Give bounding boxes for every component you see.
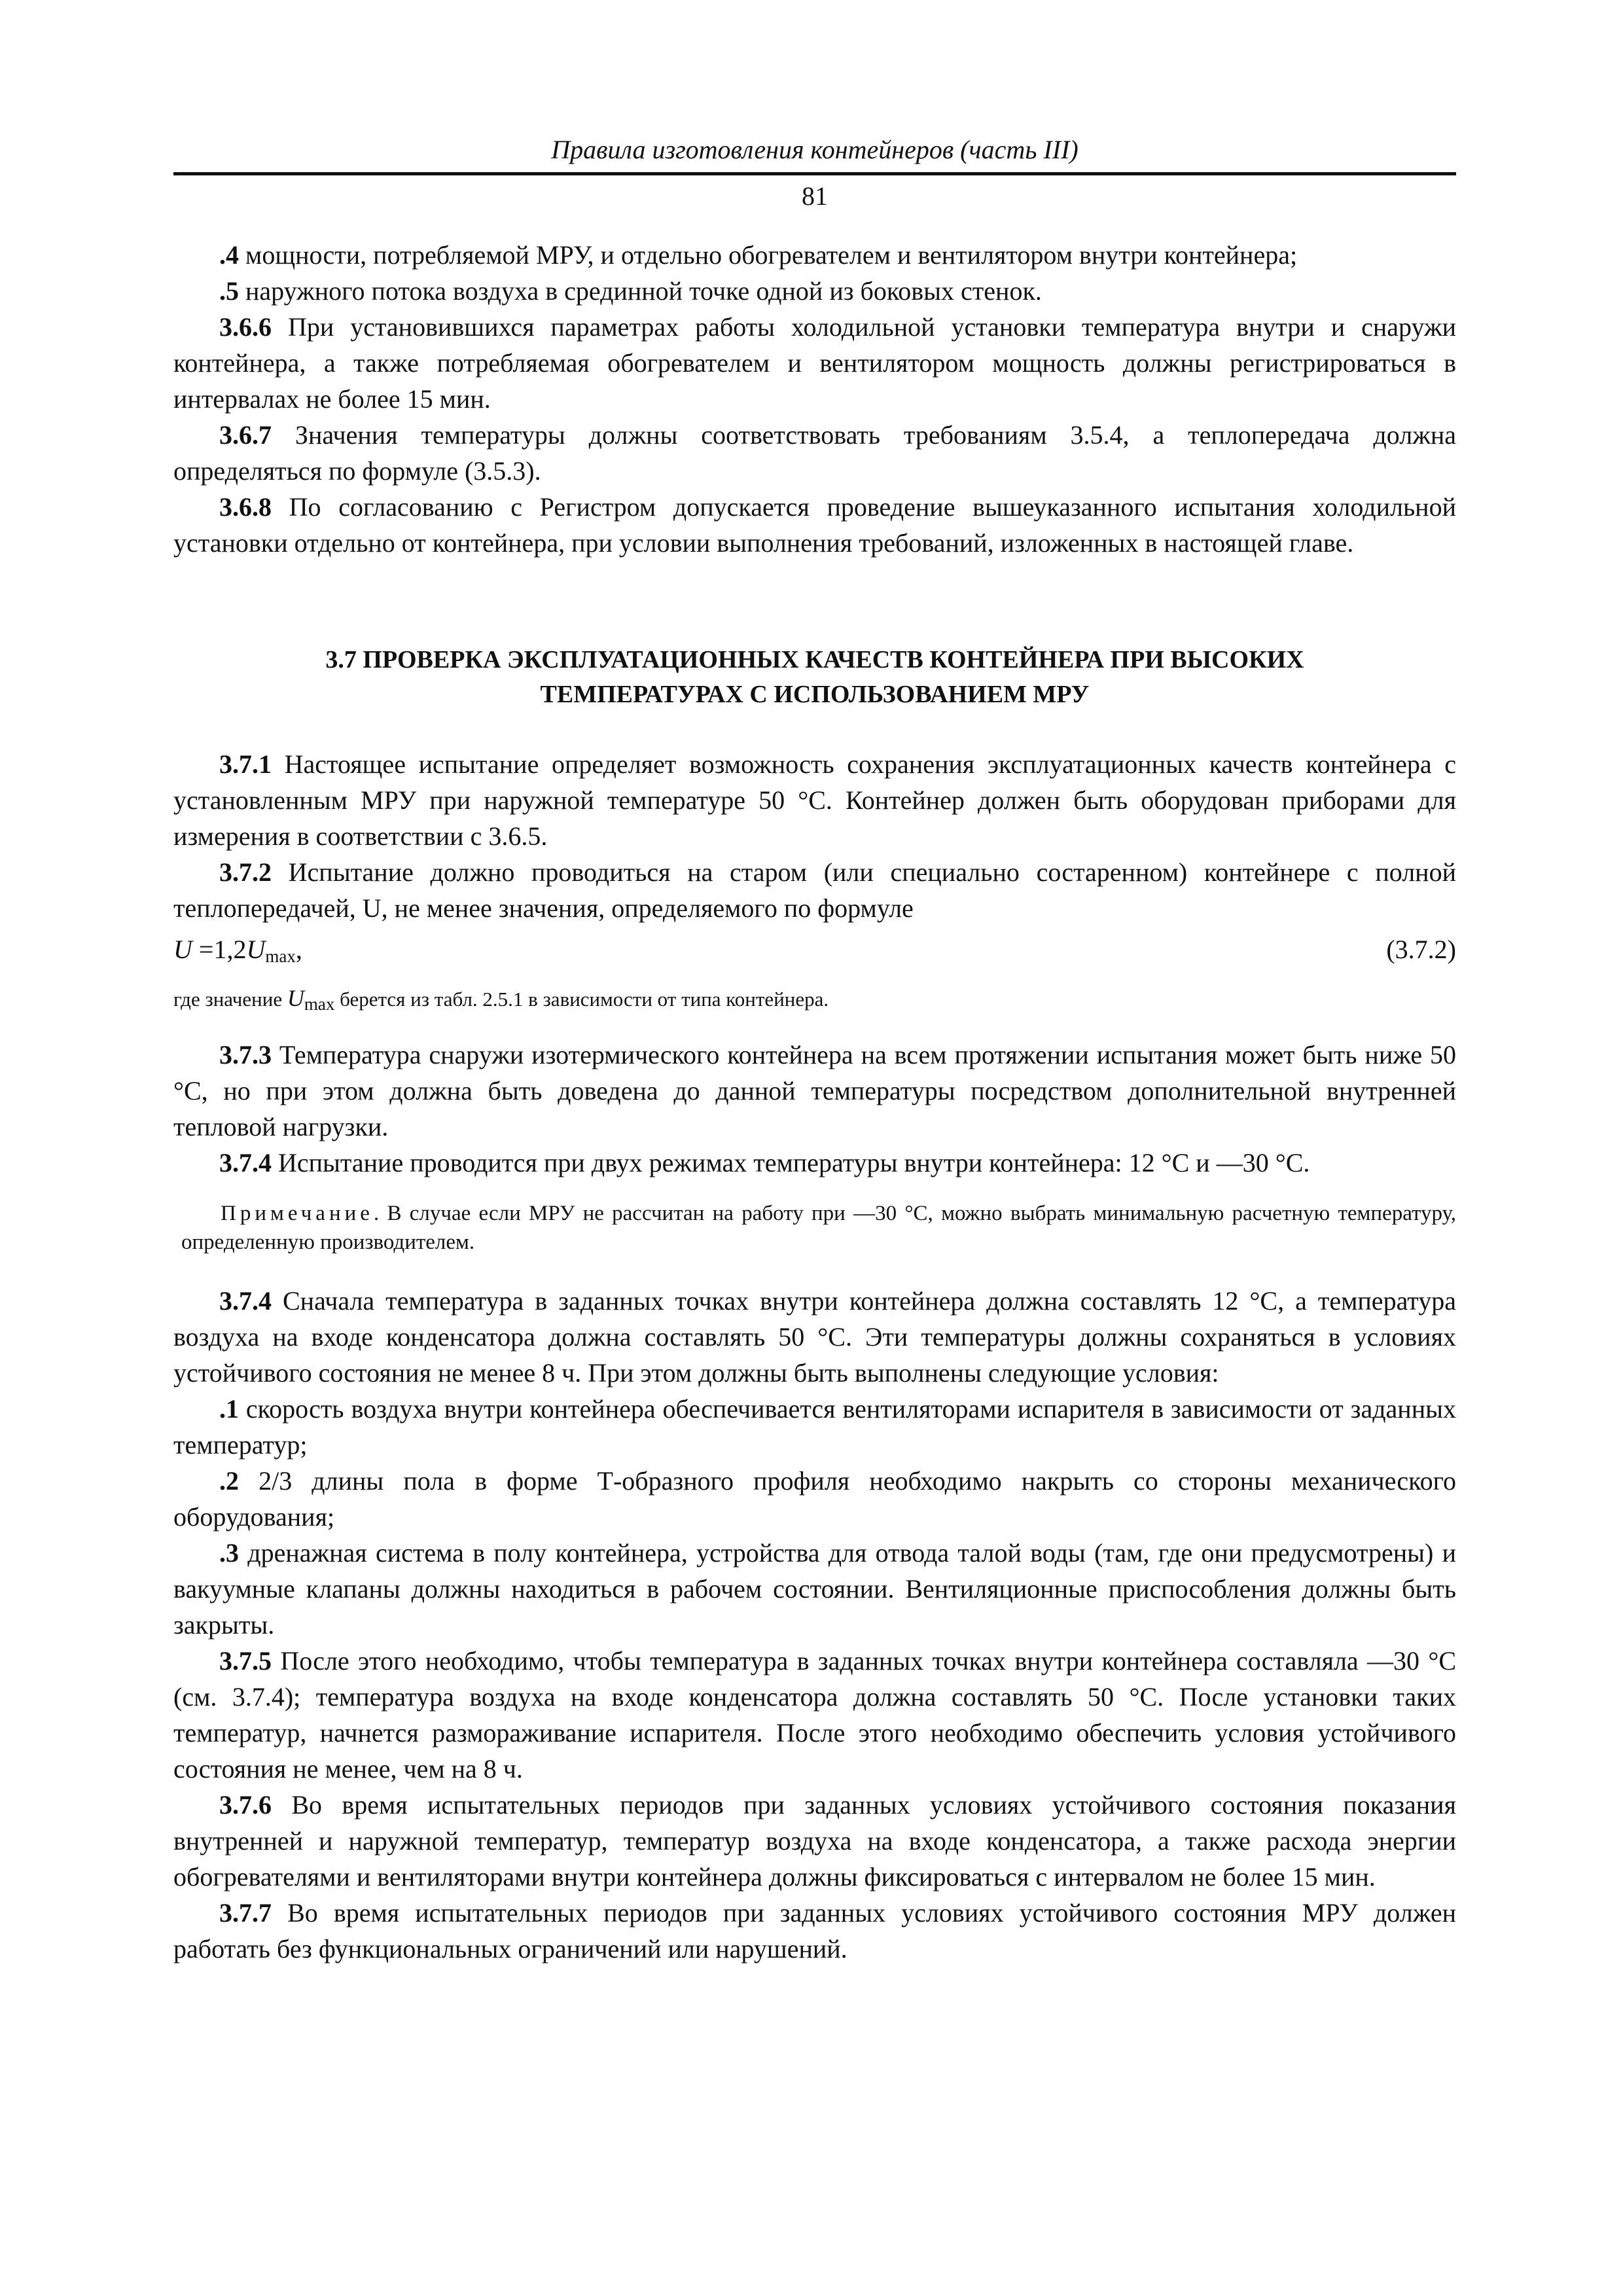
clause-number: 3.6.6 — [219, 312, 272, 342]
clause-number: 3.6.7 — [219, 420, 272, 450]
clause-number: 3.7.7 — [219, 1898, 272, 1928]
formula-subscript: max — [265, 946, 296, 966]
formula-expression — [173, 931, 302, 975]
paragraph-3-7-3 — [173, 1037, 1456, 1145]
clause-number: 3.7.5 — [219, 1646, 272, 1676]
paragraph-text: По согласованию с Регистром допускается проведение вышеуказанного испытания холодильной установки отдельно от контейнера, при условии выполнения требований, изложенных в настоящей главе. — [173, 492, 1456, 558]
paragraph-item-1 — [173, 1391, 1456, 1463]
paragraph-text: После этого необходимо, чтобы температура в заданных точках внутри контейнера составляла —30 °С (см. 3.7.4); температура воздуха на входе конденсатора должна составлять 50 °С. После установки таких температур, начнется размораживание испарителя. После этого необходимо обеспечить условия устойчивого состояния не менее, чем на 8 ч. — [173, 1646, 1456, 1784]
where-var: U — [287, 985, 304, 1011]
paragraph-text: Испытание проводится при двух режимах температуры внутри контейнера: 12 °С и —30 °С. — [272, 1148, 1310, 1177]
note — [173, 1199, 1456, 1257]
page-number: 81 — [802, 181, 828, 211]
section-heading-line: 3.7 ПРОВЕРКА ЭКСПЛУАТАЦИОННЫХ КАЧЕСТВ КОНТЕЙНЕРА ПРИ ВЫСОКИХ — [325, 646, 1304, 673]
paragraph-3-6-6 — [173, 309, 1456, 417]
paragraph-3-7-7 — [173, 1895, 1456, 1967]
item-number: .3 — [219, 1538, 239, 1568]
clause-number: 3.7.6 — [219, 1790, 272, 1820]
paragraph-text: Температура снаружи изотермического контейнера на всем протяжении испытания может быть ниже 50 °С, но при этом должна быть доведена до данной температуры посредством дополнительной внутренней тепловой нагрузки. — [173, 1040, 1456, 1141]
formula-where-line — [173, 984, 1456, 1018]
paragraph-text: Значения температуры должны соответствовать требованиям 3.5.4, а теплопередача должна определяться по формуле (3.5.3). — [173, 420, 1456, 486]
paragraph-text: дренажная система в полу контейнера, устройства для отвода талой воды (там, где они предусмотрены) и вакуумные клапаны должны находиться в рабочем состоянии. Вентиляционные приспособления должны быть закрыты. — [173, 1538, 1456, 1640]
paragraph-text: Во время испытательных периодов при заданных условиях устойчивого состояния МРУ должен работать без функциональных ограничений или нарушений. — [173, 1898, 1456, 1964]
where-prefix: где значение — [173, 988, 287, 1011]
where-suffix: берется из табл. 2.5.1 в зависимости от типа контейнера. — [334, 988, 829, 1011]
running-header: Правила изготовления контейнеров (часть III) — [173, 134, 1456, 175]
formula-label: (3.7.2) — [1386, 935, 1456, 964]
clause-number: 3.6.8 — [219, 492, 272, 522]
clause-number: 3.7.4 — [219, 1286, 272, 1316]
section-spacer — [173, 561, 1456, 643]
paragraph-text: Испытание должно проводиться на старом (или специально состаренном) контейнере с полной теплопередачей, U, не менее значения, определяемого по формуле — [173, 857, 1456, 923]
section-heading — [173, 643, 1456, 712]
clause-number: 3.7.2 — [219, 857, 272, 887]
paragraph-item-4 — [173, 237, 1456, 273]
item-number: .5 — [219, 276, 239, 306]
paragraph-text: Настоящее испытание определяет возможность сохранения эксплуатационных качеств контейнера с установленным МРУ при наружной температуре 50 °С. Контейнер должен быть оборудован приборами для измерения в соответствии с 3.6.5. — [173, 749, 1456, 851]
paragraph-text: наружного потока воздуха в срединной точке одной из боковых стенок. — [239, 276, 1042, 306]
paragraph-item-3 — [173, 1535, 1456, 1643]
paragraph-3-7-1 — [173, 746, 1456, 854]
item-number: .2 — [219, 1466, 239, 1496]
note-label: Примечание — [221, 1202, 374, 1225]
paragraph-3-6-8 — [173, 489, 1456, 561]
paragraph-3-7-2 — [173, 854, 1456, 926]
paragraph-3-6-7 — [173, 417, 1456, 489]
paragraph-text: Сначала температура в заданных точках внутри контейнера должна составлять 12 °С, а температура воздуха на входе конденсатора должна составлять 50 °С. Эти температуры должны сохраняться в условиях устойчивого состояния не менее 8 ч. При этом должны быть выполнены следующие условия: — [173, 1286, 1456, 1388]
document-page — [173, 134, 1456, 1967]
formula-3-7-2 — [173, 931, 1456, 975]
item-number: .4 — [219, 240, 239, 270]
paragraph-text: 2/3 длины пола в форме Т-образного профиля необходимо накрыть со стороны механического оборудования; — [173, 1466, 1456, 1532]
paragraph-text: мощности, потребляемой МРУ, и отдельно обогревателем и вентилятором внутри контейнера; — [239, 240, 1298, 270]
item-number: .1 — [219, 1394, 239, 1424]
paragraph-text: При установившихся параметрах работы холодильной установки температура внутри и снаружи контейнера, а также потребляемая обогревателем и вентилятором мощность должны регистрироваться в интервалах не более 15 мин. — [173, 312, 1456, 414]
paragraph-3-7-4-start — [173, 1283, 1456, 1391]
clause-number: 3.7.3 — [219, 1040, 272, 1069]
paragraph-3-7-6 — [173, 1787, 1456, 1895]
clause-number: 3.7.1 — [219, 749, 272, 779]
formula-tail: , — [295, 935, 302, 964]
formula-eq: =1,2 — [192, 935, 247, 964]
formula-lhs: U — [173, 935, 192, 964]
note-text: . В случае если МРУ не рассчитан на работу при —30 °С, можно выбрать минимальную расчетную температуру, определенную производителем. — [181, 1202, 1456, 1254]
paragraph-3-7-4 — [173, 1145, 1456, 1181]
section-heading-line: ТЕМПЕРАТУРАХ С ИСПОЛЬЗОВАНИЕМ МРУ — [540, 681, 1090, 708]
clause-number: 3.7.4 — [219, 1148, 272, 1177]
formula-var: U — [246, 935, 266, 964]
paragraph-item-2 — [173, 1463, 1456, 1535]
paragraph-item-5 — [173, 273, 1456, 309]
paragraph-text: Во время испытательных периодов при заданных условиях устойчивого состояния показания внутренней и наружной температур, температур воздуха на входе конденсатора, а также расхода энергии обогревателями и вентиляторами внутри контейнера должны фиксироваться с интервалом не более 15 мин. — [173, 1790, 1456, 1892]
where-subscript: max — [304, 994, 335, 1014]
paragraph-3-7-5 — [173, 1643, 1456, 1787]
paragraph-text: скорость воздуха внутри контейнера обеспечивается вентиляторами испарителя в зависимости от заданных температур; — [173, 1394, 1456, 1460]
